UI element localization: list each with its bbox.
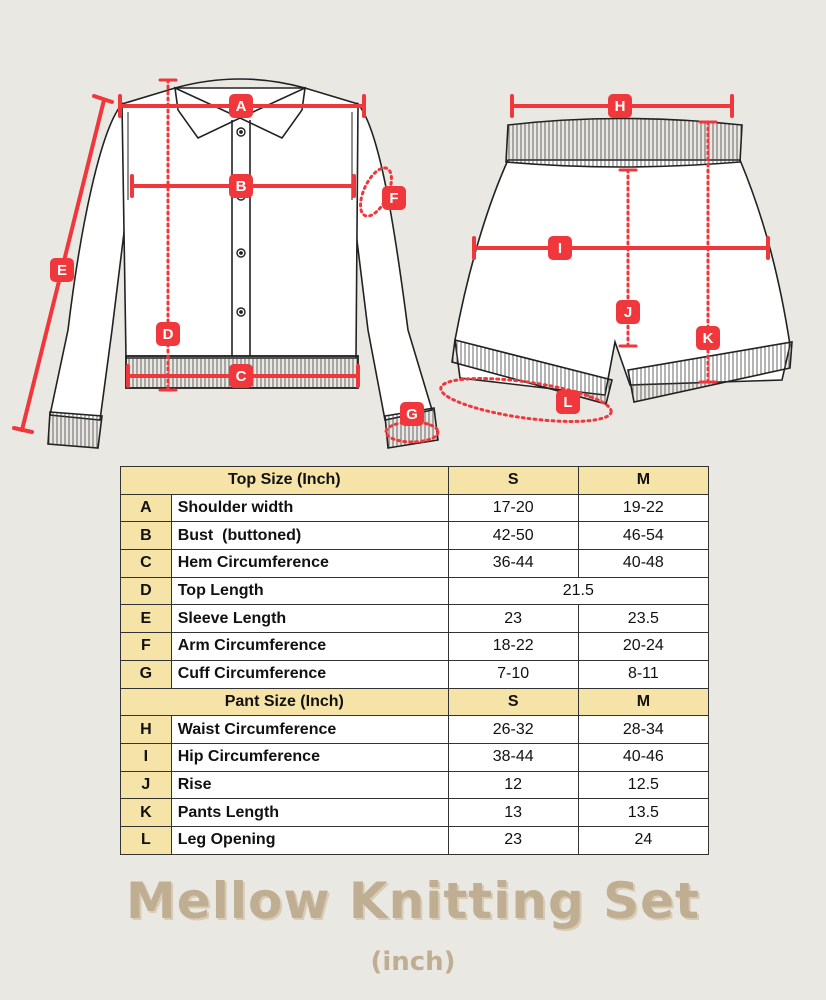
row-name: Hip Circumference (171, 743, 448, 771)
row-name: Pants Length (171, 799, 448, 827)
table-row (121, 771, 709, 799)
label-H (608, 94, 632, 118)
row-code: B (121, 522, 172, 550)
row-name: Hem Circumference (171, 550, 448, 578)
row-s: 23 (448, 826, 578, 854)
table-row (121, 826, 709, 854)
row-code: K (121, 799, 172, 827)
row-name: Waist Circumference (171, 716, 448, 744)
row-m: 13.5 (578, 799, 708, 827)
top-size-s: S (448, 467, 578, 495)
row-code: H (121, 716, 172, 744)
row-s: 23 (448, 605, 578, 633)
row-name: Shoulder width (171, 494, 448, 522)
table-row (121, 605, 709, 633)
table-row (121, 633, 709, 661)
svg-text:A: A (235, 98, 247, 115)
row-m: 20-24 (578, 633, 708, 661)
svg-text:K: K (702, 330, 714, 347)
row-code: F (121, 633, 172, 661)
row-code: D (121, 577, 172, 605)
row-s: 17-20 (448, 494, 578, 522)
pant-header-row (121, 688, 709, 716)
table-row (121, 494, 709, 522)
top-header: Top Size (Inch) (121, 467, 449, 495)
svg-text:D: D (162, 326, 174, 343)
row-s: 13 (448, 799, 578, 827)
table-row (121, 799, 709, 827)
row-m: 23.5 (578, 605, 708, 633)
label-F (382, 186, 406, 210)
row-name: Top Length (171, 577, 448, 605)
svg-text:H: H (614, 98, 626, 115)
row-code: E (121, 605, 172, 633)
top-header-row (121, 467, 709, 495)
svg-text:B: B (235, 178, 247, 195)
row-code: G (121, 660, 172, 688)
row-code: C (121, 550, 172, 578)
row-s: 42-50 (448, 522, 578, 550)
svg-text:C: C (235, 368, 247, 385)
svg-text:L: L (563, 394, 573, 411)
pant-size-m: M (578, 688, 708, 716)
row-m: 28-34 (578, 716, 708, 744)
svg-text:E: E (56, 262, 68, 279)
row-both: 21.5 (448, 577, 708, 605)
row-m: 46-54 (578, 522, 708, 550)
row-s: 12 (448, 771, 578, 799)
garment-illustration (0, 0, 826, 460)
label-A (229, 94, 253, 118)
row-s: 26-32 (448, 716, 578, 744)
top-size-m: M (578, 467, 708, 495)
row-name: Cuff Circumference (171, 660, 448, 688)
label-K (696, 326, 720, 350)
label-D (156, 322, 180, 346)
row-name: Bust (buttoned) (171, 522, 448, 550)
row-m: 24 (578, 826, 708, 854)
label-B (229, 174, 253, 198)
table-row (121, 550, 709, 578)
row-s: 36-44 (448, 550, 578, 578)
row-m: 8-11 (578, 660, 708, 688)
table-row (121, 522, 709, 550)
table-row (121, 743, 709, 771)
row-code: J (121, 771, 172, 799)
row-s: 18-22 (448, 633, 578, 661)
label-I (548, 236, 572, 260)
label-G (400, 402, 424, 426)
svg-text:I: I (557, 240, 563, 257)
size-table (120, 466, 709, 855)
pant-header: Pant Size (Inch) (121, 688, 449, 716)
page-subtitle: (inch) (370, 947, 456, 977)
jacket-right-sleeve (352, 104, 432, 420)
label-L (556, 390, 580, 414)
pant-size-s: S (448, 688, 578, 716)
row-name: Rise (171, 771, 448, 799)
svg-text:G: G (406, 406, 418, 423)
table-row (121, 716, 709, 744)
row-s: 7-10 (448, 660, 578, 688)
row-code: I (121, 743, 172, 771)
row-code: L (121, 826, 172, 854)
row-s: 38-44 (448, 743, 578, 771)
label-E (50, 258, 74, 282)
label-C (229, 364, 253, 388)
table-row (121, 577, 709, 605)
table-row (121, 660, 709, 688)
svg-text:J: J (623, 304, 633, 321)
shorts-drawing (452, 119, 792, 405)
jacket-left-cuff (48, 412, 102, 448)
label-J (616, 300, 640, 324)
row-m: 40-46 (578, 743, 708, 771)
row-m: 40-48 (578, 550, 708, 578)
svg-text:F: F (389, 190, 399, 207)
row-name: Arm Circumference (171, 633, 448, 661)
row-name: Leg Opening (171, 826, 448, 854)
row-code: A (121, 494, 172, 522)
row-m: 12.5 (578, 771, 708, 799)
row-m: 19-22 (578, 494, 708, 522)
row-name: Sleeve Length (171, 605, 448, 633)
page-title: Mellow Knitting Set (126, 872, 700, 930)
